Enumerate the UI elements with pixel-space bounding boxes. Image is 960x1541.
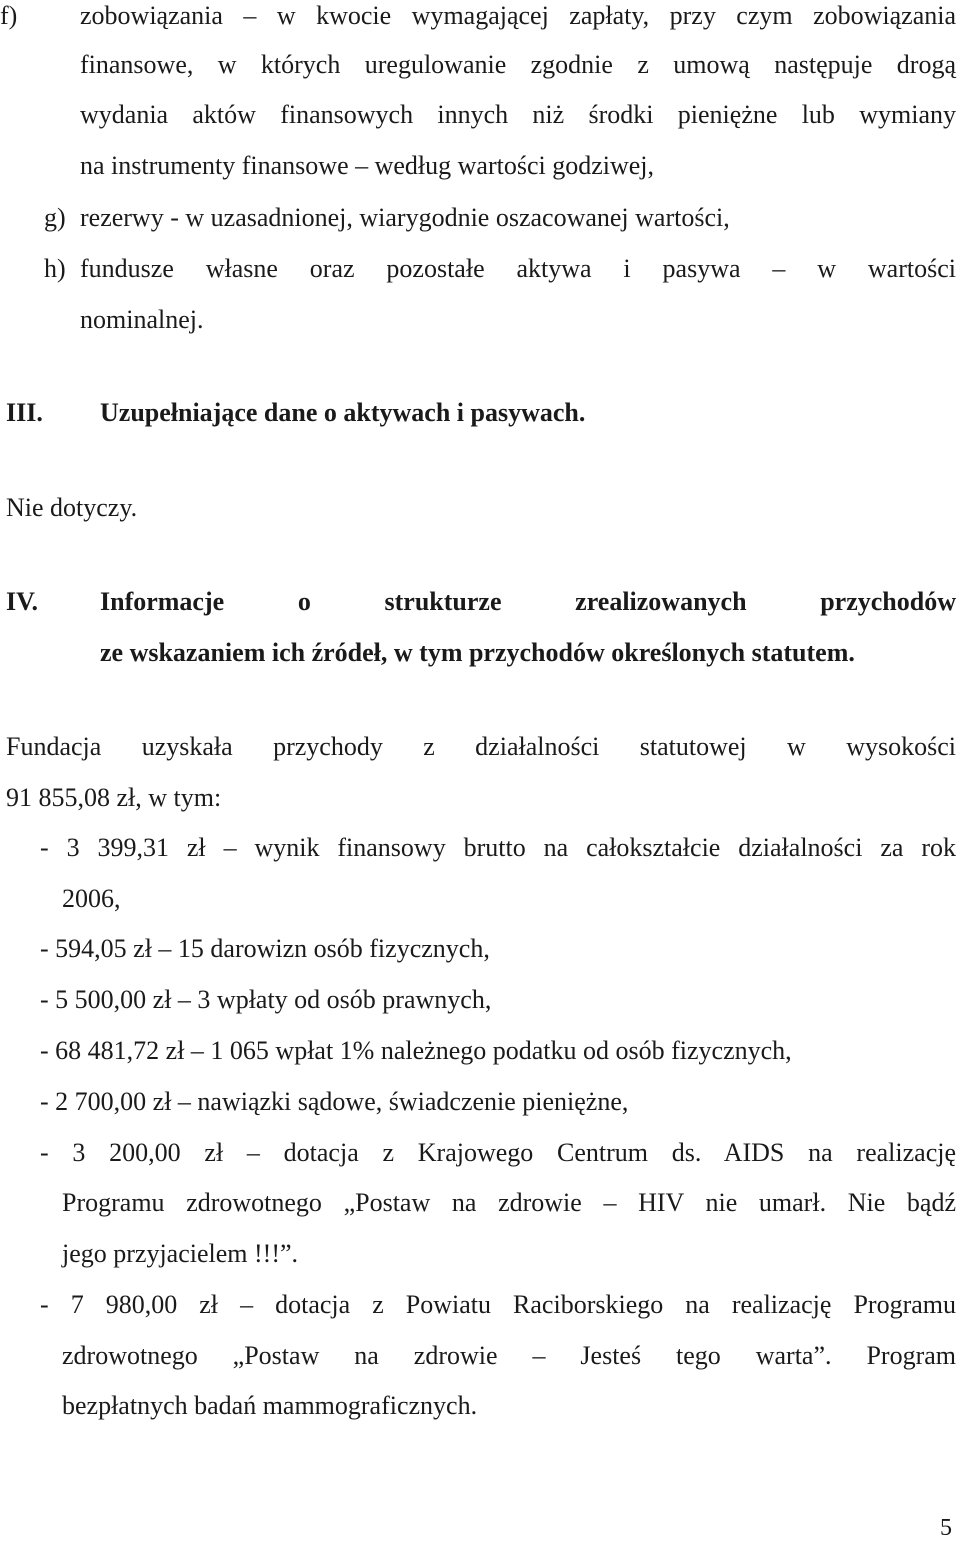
list-item-text-line: na instrumenty finansowe – według wartości godziwej, — [80, 151, 655, 180]
list-item-g — [44, 205, 66, 231]
revenue-item-line: jego przyjacielem !!!”. — [62, 1239, 299, 1268]
revenue-item-line: - 594,05 zł – 15 darowizn osób fizycznych, — [40, 934, 490, 963]
section-title: Uzupełniające dane o aktywach i pasywach. — [100, 398, 586, 427]
list-item-text-line: zobowiązania – w kwocie wymagającej zapłaty, przy czym zobowiązania — [80, 1, 956, 30]
revenue-item-line: bezpłatnych badań mammograficznych. — [62, 1391, 478, 1420]
list-item-text-line: nominalnej. — [80, 305, 204, 334]
revenue-item-line: Programu zdrowotnego „Postaw na zdrowie – HIV nie umarł. Nie bądź — [62, 1188, 956, 1217]
list-label: h) — [44, 254, 66, 283]
list-label: f) — [0, 1, 18, 30]
paragraph-line: Fundacja uzyskała przychody z działalności statutowej w wysokości — [6, 732, 956, 761]
paragraph-line: 91 855,08 zł, w tym: — [6, 783, 222, 812]
list-item-text-line: wydania aktów finansowych innych niż środki pieniężne lub wymiany — [80, 100, 956, 129]
list-item-text-line: fundusze własne oraz pozostałe aktywa i pasywa – w wartości — [80, 254, 956, 283]
revenue-item-line: - 68 481,72 zł – 1 065 wpłat 1% należnego podatku od osób fizycznych, — [40, 1036, 792, 1065]
revenue-item-line: - 7 980,00 zł – dotacja z Powiatu Raciborskiego na realizację Programu — [40, 1290, 956, 1319]
list-item-h — [44, 256, 66, 282]
list-item-text-line: rezerwy - w uzasadnionej, wiarygodnie oszacowanej wartości, — [80, 203, 730, 232]
revenue-item-line: zdrowotnego „Postaw na zdrowie – Jesteś tego warta”. Program — [62, 1341, 956, 1370]
list-label: g) — [44, 203, 66, 232]
list-item-text-line: finansowe, w których uregulowanie zgodnie z umową następuje drogą — [80, 50, 956, 79]
revenue-item-line: - 3 200,00 zł – dotacja z Krajowego Centrum ds. AIDS na realizację — [40, 1138, 956, 1167]
revenue-item-line: - 2 700,00 zł – nawiązki sądowe, świadczenie pieniężne, — [40, 1087, 629, 1116]
section-number: IV. — [6, 587, 39, 616]
section-number: III. — [6, 398, 43, 427]
revenue-item-line: - 3 399,31 zł – wynik finansowy brutto na całokształcie działalności za rok — [40, 833, 956, 862]
section-body: Nie dotyczy. — [6, 493, 138, 522]
revenue-item-line: - 5 500,00 zł – 3 wpłaty od osób prawnych, — [40, 985, 492, 1014]
section-title-line: ze wskazaniem ich źródeł, w tym przychodów określonych statutem. — [100, 638, 855, 667]
section-title-line: Informacje o strukturze zrealizowanych przychodów — [100, 587, 956, 616]
page-number: 5 — [940, 1515, 952, 1541]
revenue-item-line: 2006, — [62, 884, 121, 913]
list-item-f — [0, 3, 17, 29]
